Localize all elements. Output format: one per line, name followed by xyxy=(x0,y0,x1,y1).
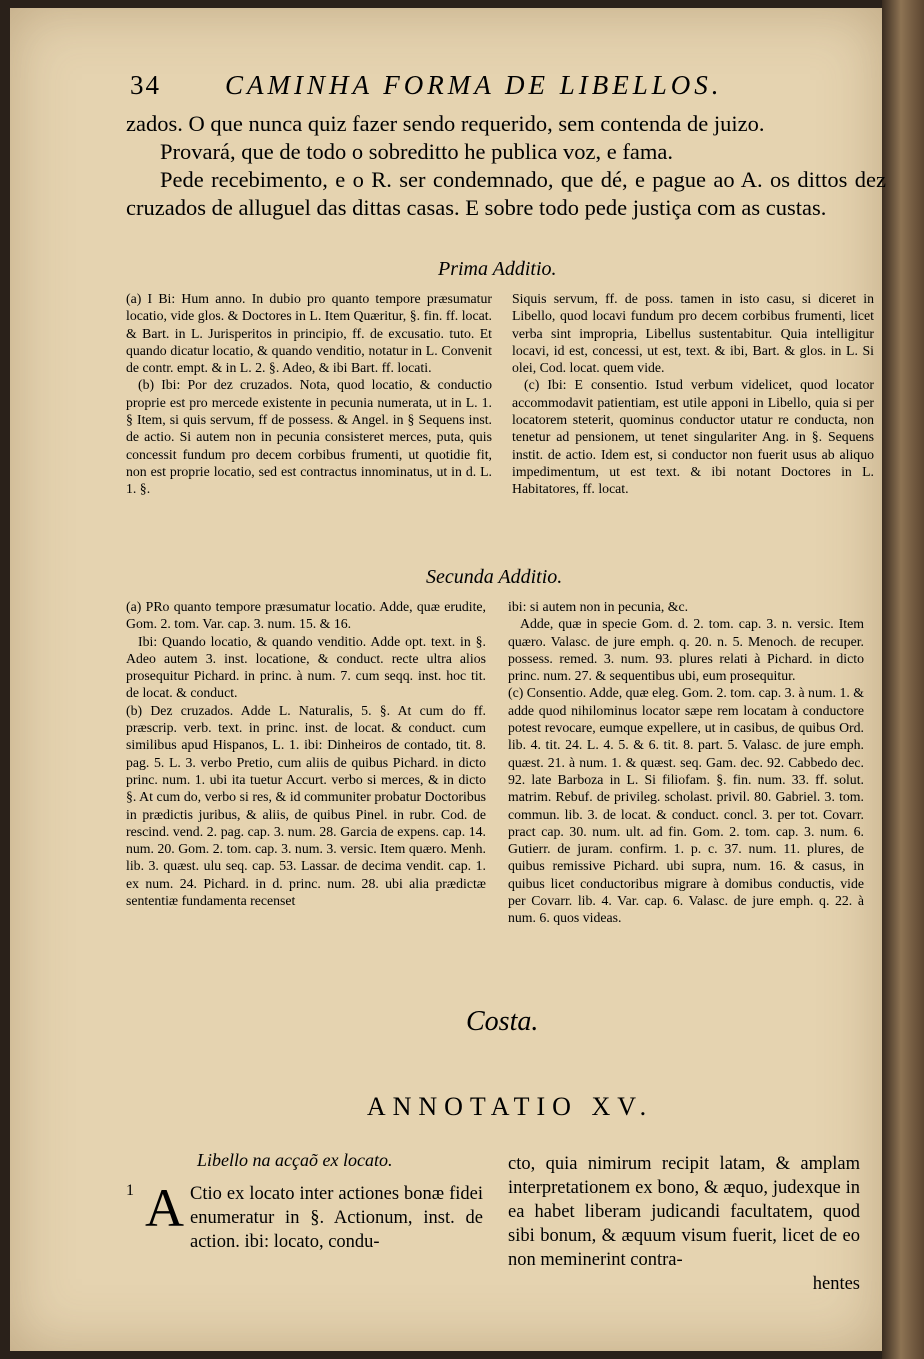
annotation-paragraph: (c) Ibi: E consentio. Istud verbum videlicet, quod locator accommodavit patientiam, est utile apponi in Libello, quia si per locatorem steterit, quominus conductor utatur re conducta, non tenetur ad pensionem, ut tenet singulariter Ang. in §. Sequens instit. de actio. Idem est, si conductor non fuerit usus ab aliquo impedimentum, ut est text. & ibi notant Doctores in L. Habitatores, ff. locat. xyxy=(512,377,874,497)
running-title: CAMINHA FORMA DE LIBELLOS. xyxy=(225,70,723,100)
drop-initial: A xyxy=(145,1178,184,1238)
annotatio-right-column xyxy=(508,1152,860,1296)
annotation-paragraph: Ibi: Quando locatio, & quando venditio. Adde opt. text. in §. Adeo autem 3. inst. locatione, & conduct. recte ultra alios prosequitur Pichard. in princ. à num. 7. cum seqq. inst. hoc tit. de locat. & conduct. xyxy=(126,633,486,701)
prima-left-column xyxy=(126,290,492,498)
annotatio-text: cto, quia nimirum recipit latam, & amplam interpretationem ex bono, & æquo, judexque in ea habet liberam judicandi facultatem, quod sibi bonum, & æquum visum fuerit, licet de eo non meminerint contra- xyxy=(508,1154,860,1270)
continuation-para: Pede recebimento, e o R. ser condemnado, que dé, e pague ao A. os dittos dez cruzados de alluguel das dittas casas. E sobre todo pede justiça com as custas. xyxy=(126,167,886,220)
annotation-paragraph: ibi: si autem non in pecunia, &c. xyxy=(508,599,689,614)
continuation-text xyxy=(126,110,886,222)
annotatio-text: Ctio ex locato inter actiones bonæ fidei enumeratur in §. Actionum, inst. de action. ibi: locato, condu- xyxy=(190,1184,483,1252)
annotation-paragraph: (c) Consentio. Adde, quæ eleg. Gom. 2. tom. cap. 3. à num. 1. & adde quod nihilominus locator sæpe rem locatam à conductore potest revocare, eumque expellere, ut in casibus, de quibus Ord. lib. 4. tit. 24. L. 4. 5. & 6. tit. 8. part. 5. Valasc. de jure emph. quæst. 21. à num. 1. & quæst. seq. Gam. dec. 92. Cabbedo dec. 92. late Barboza in L. Si filiofam. §. fin. num. 33. ff. solut. matrim. Rebuf. de privileg. scholast. privil. 80. Gabriel. 3. tom. commun. lib. 3. de locat. & conduct. concl. 3. per tot. Covarr. pract cap. 30. num. ult. ad fin. Gom. 2. tom. cap. 3. num. 6. Gutierr. de juram. confirm. 1. p. c. 37. num. 11. plures, de quibus remissive Pichard. ubi supra, num. 16. & casus, in quibus licet conductoribus migrare à domibus conductis, vide per Covarr. lib. 4. Var. cap. 6. Valasc. de jure emph. q. 22. à num. 6. quos videas. xyxy=(508,685,864,926)
prima-additio-heading: Prima Additio. xyxy=(438,258,557,280)
continuation-para: Provará, que de todo o sobreditto he publica voz, e fama. xyxy=(160,139,673,164)
secunda-right-column xyxy=(508,598,864,927)
secunda-left-column xyxy=(126,598,486,909)
annotatio-left-column xyxy=(145,1178,483,1254)
running-header xyxy=(130,70,820,101)
margin-number: 1 xyxy=(126,1182,134,1199)
libello-heading: Libello na acçaõ ex locato. xyxy=(197,1150,393,1170)
book-spine xyxy=(882,0,924,1359)
continuation-line: zados. O que nunca quiz fazer sendo requerido, sem contenda de juizo. xyxy=(126,111,765,136)
prima-right-column xyxy=(512,290,874,498)
annotation-paragraph: (b) Ibi: Por dez cruzados. Nota, quod locatio, & conductio proprie est pro mercede existente in pecunia numerata, ut in L. 1. § Item, si quis servum, ff de possess. & Angel. in § Sequens inst. de actio. Si autem non in pecunia consisteret merces, puta, quis concessit fundum pro decem corbibus frumenti, ut quotidie fit, non est proprie locatio, sed est contractus innominatus, ut in d. L. 1. §. xyxy=(126,377,492,497)
annotation-paragraph: Adde, quæ in specie Gom. d. 2. tom. cap. 3. n. versic. Item quæro. Valasc. de jure emph. q. 20. n. 5. Menoch. de recuper. possess. remed. 3. num. 93. plures relati à Pichard. in dicto princ. num. 27. & sequentibus ubi, eum prosequitur. xyxy=(508,616,864,684)
annotation-paragraph: (a) I Bi: Hum anno. In dubio pro quanto tempore præsumatur locatio, vide glos. & Doctores in L. Item Quæritur, §. fin. ff. locat. & Bart. in L. Jurisperitos in principio, ff. de excusatio. tuto. Et quando dicatur locatio, & quando venditio, notatur in L. Convenit de contr. empt. & in L. 2. §. Adeo, & ibi Bart. ff. locati. xyxy=(126,291,492,376)
page-number: 34 xyxy=(130,70,161,100)
annotatio-title: ANNOTATIO XV. xyxy=(366,1092,654,1121)
annotation-paragraph: Siquis servum, ff. de poss. tamen in isto casu, si diceret in Libello, quod locavi fundum pro decem corbibus frumenti, licet verba sint impropria, Libellus sustentabitur. Quia intelligitur locavi, id est, concessi, ut est, text. & ibi, Bart. & glos. in L. Si olei, Cod. locat. quem vide. xyxy=(512,291,874,376)
costa-heading: Costa. xyxy=(466,1006,539,1037)
annotation-paragraph: (a) PRo quanto tempore præsumatur locatio. Adde, quæ erudite, Gom. 2. tom. Var. cap. 3. num. 15. & 16. xyxy=(126,599,486,632)
catchword: hentes xyxy=(812,1274,860,1294)
secunda-additio-heading: Secunda Additio. xyxy=(426,566,563,588)
annotation-paragraph: (b) Dez cruzados. Adde L. Naturalis, 5. §. At cum do ff. præscrip. verb. text. in princ. inst. de locat. & conduct. cum similibus apud Hispanos, L. 1. ibi: Dinheiros de contado, tit. 8. pag. 5. L. 3. verbo Pretio, cum aliis de quibus Pichard. in dicto princ. num. 1. ubi ita tuetur Accurt. verbo si merces, & in dicto §. At cum do, verbo si res, & id communiter probatur Doctoribus in prædictis juribus, & aliis, de quibus Pinel. in rubr. Cod. de rescind. vend. 2. pag. cap. 3. num. 28. Garcia de expens. cap. 14. num. 20. Gom. 2. tom. cap. 3. num. 3. versic. Item quæro. Menh. lib. 3. quæst. ulu seq. cap. 53. Lassar. de decima vendit. cap. 1. ex num. 24. Pichard. in d. princ. num. 28. ubi alia prædictæ sententiæ fundamenta recenset xyxy=(126,702,486,909)
